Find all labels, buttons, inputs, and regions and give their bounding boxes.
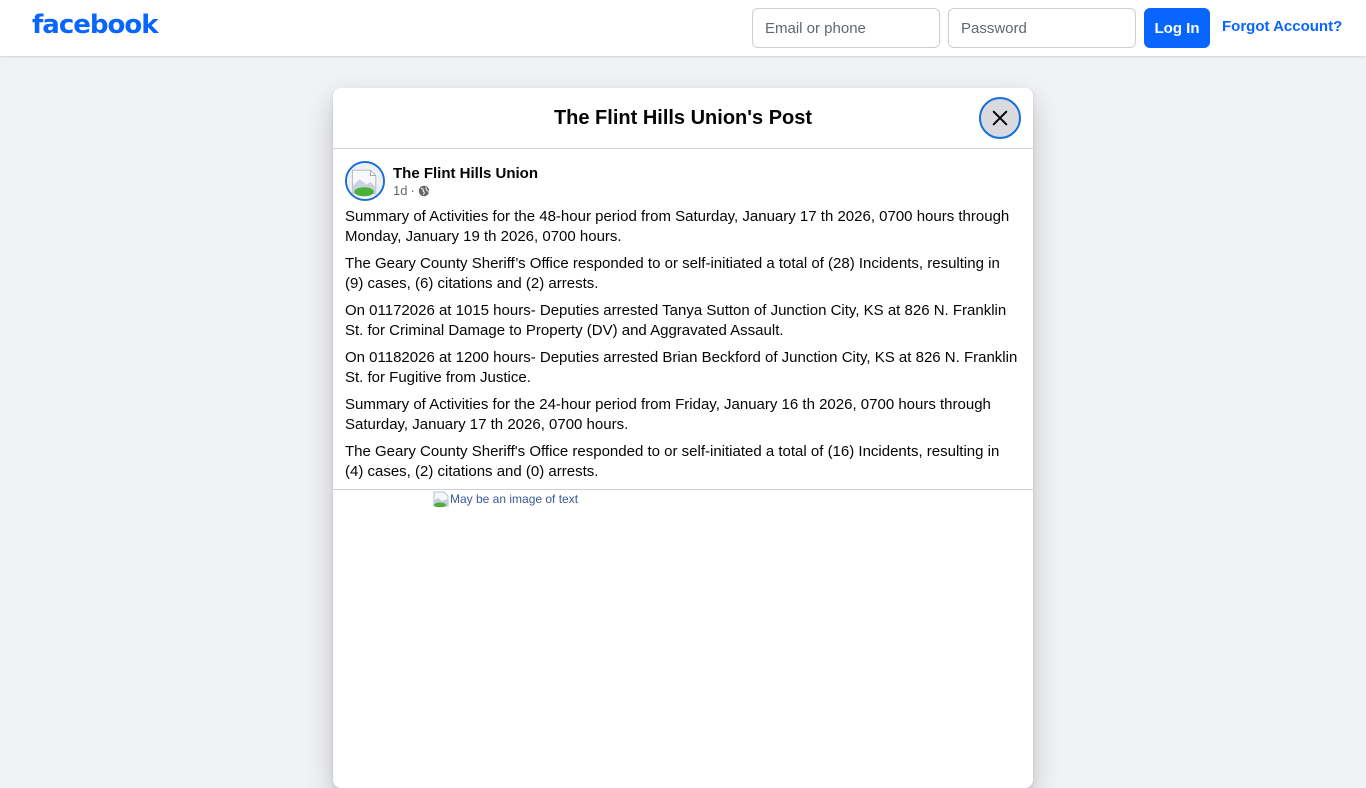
image-alt-text: May be an image of text: [450, 492, 579, 506]
forgot-account-link[interactable]: Forgot Account?: [1222, 18, 1343, 35]
post-paragraph: On 01172026 at 1015 hours- Deputies arrested Tanya Sutton of Junction City, KS at 826 N. Franklin St. for Criminal Damage to Property (DV) and Aggravated Assault.: [345, 302, 1007, 339]
avatar[interactable]: [345, 161, 385, 201]
post-paragraph: On 01182026 at 1200 hours- Deputies arrested Brian Beckford of Junction City, KS at 826 N. Franklin St. for Fugitive from Justice.: [345, 349, 1018, 386]
post-text: [333, 201, 1033, 482]
broken-image-icon: [433, 491, 449, 507]
post-paragraph: Summary of Activities for the 24-hour period from Friday, January 16 th 2026, 0700 hours through Saturday, January 17 th 2026, 0700 hours.: [345, 396, 991, 433]
post-timestamp[interactable]: 1d: [393, 182, 408, 198]
post-meta: [393, 183, 538, 199]
broken-image-placeholder[interactable]: [433, 491, 578, 507]
email-input[interactable]: [752, 8, 940, 48]
dialog-title: The Flint Hills Union's Post: [553, 106, 813, 129]
author-meta: [393, 164, 538, 199]
post-paragraph: Summary of Activities for the 48-hour period from Saturday, January 17 th 2026, 0700 hours through Monday, January 19 th 2026, 0700 hours.: [345, 208, 1010, 245]
close-button[interactable]: [979, 97, 1021, 139]
meta-separator: ·: [410, 182, 415, 198]
post-author-row: [333, 149, 1033, 201]
login-button[interactable]: Log In: [1144, 8, 1210, 48]
post-paragraph: The Geary County Sheriff’s Office responded to or self-initiated a total of (28) Incidents, resulting in (9) cases, (6) citations and (2) arrests.: [345, 255, 1000, 292]
password-input[interactable]: [948, 8, 1136, 48]
author-name[interactable]: The Flint Hills Union: [393, 164, 538, 182]
post-image[interactable]: [333, 490, 1033, 788]
post-paragraph: The Geary County Sheriff's Office responded to or self-initiated a total of (16) Incidents, resulting in (4) cases, (2) citations and (0) arrests.: [345, 443, 1000, 480]
facebook-logo[interactable]: facebook: [32, 10, 158, 40]
broken-image-icon: [347, 163, 383, 199]
dialog-header: [333, 88, 1033, 149]
post-dialog: [333, 88, 1033, 788]
close-icon: [991, 109, 1009, 127]
top-navigation-bar: [0, 0, 1366, 56]
globe-icon: [418, 185, 430, 197]
